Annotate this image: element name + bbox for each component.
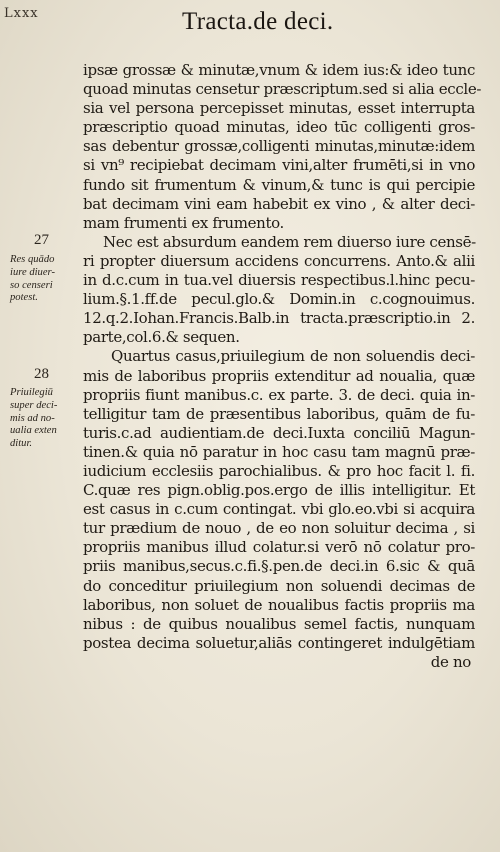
text-line: Nec est absurdum eandem rem diuerso iure censē- — [103, 232, 476, 251]
text-line: in d.c.cum in tua.vel diuersis respectibus.l.hinc pecu- — [83, 271, 475, 290]
margin-note — [10, 254, 84, 305]
text-line: C.quæ res pign.oblig.pos.ergo de illis intelligitur. Et — [83, 481, 475, 500]
text-line: iudicium ecclesiis parochialibus. & pro hoc facit l. fi. — [83, 461, 475, 480]
text-line: do conceditur priuilegium non soluendi decimas de — [83, 576, 475, 595]
text-line: est casus in c.cum contingat. vbi glo.eo.vbi si acquira — [83, 500, 475, 519]
text-line: tinen.& quia nō paratur in hoc casu tam magnū præ- — [83, 442, 475, 461]
text-line: ri propter diuersum accidens concurrens. Anto.& alii — [83, 251, 475, 270]
text-line: mis de laboribus propriis extenditur ad noualia, quæ — [83, 366, 475, 385]
text-line: sia vel persona percepisset minutas, esset interrupta — [83, 99, 475, 118]
margin-note-line: ditur. — [10, 438, 33, 450]
margin-note-line: mis ad no- — [10, 412, 55, 424]
text-line: turis.c.ad audientiam.de deci.Iuxta conciliū Magun- — [83, 423, 475, 442]
margin-note-line: so censeri — [10, 279, 53, 291]
margin-note-line: super deci- — [10, 399, 58, 411]
main-text-block — [83, 61, 482, 672]
text-line: telligitur tam de præsentibus laboribus, quām de fu- — [83, 404, 475, 423]
text-line: quoad minutas censetur præscriptum.sed si alia eccle- — [83, 80, 482, 99]
catchword: de no — [430, 652, 471, 671]
text-line: tur prædium de nouo , de eo non soluitur decima , si — [83, 519, 475, 538]
text-line: propriis fiunt manibus.c. ex parte. 3. de deci. quia in- — [83, 385, 475, 404]
margin-note-line: potest. — [10, 292, 38, 304]
text-line: laboribus, non soluet de noualibus factis propriis ma — [83, 595, 475, 614]
text-line: parte,col.6.& sequen. — [83, 328, 240, 347]
text-line: 12.q.2.Iohan.Francis.Balb.in tracta.præscriptio.in 2. — [83, 309, 475, 328]
text-line: propriis manibus illud colatur.si verō nō colatur pro- — [83, 538, 475, 557]
text-line: Quartus casus,priuilegium de non soluendis deci- — [111, 347, 475, 366]
text-line: nibus : de quibus noualibus semel factis, nunquam — [83, 614, 475, 633]
text-line: si vn⁹ recipiebat decimam vini,alter frumēti,si in vno — [83, 156, 475, 175]
margin-note-line: Priuilegiū — [10, 387, 53, 398]
margin-note-line: Res quādo — [10, 254, 55, 265]
text-line: bat decimam vini eam habebit ex vino , & alter deci- — [83, 194, 475, 213]
page-top-fragment: Lxxx — [4, 6, 39, 21]
text-line: postea decima soluetur,aliās contingeret indulgētiam — [83, 633, 475, 652]
text-line: præscriptio quoad minutas, ideo tūc colligenti gros- — [83, 118, 475, 137]
text-line: mam frumenti ex frumento. — [83, 213, 284, 232]
text-line: lium.§.1.ff.de pecul.glo.& Domin.in c.cognouimus. — [83, 290, 475, 309]
paragraph-number: 28 — [34, 366, 49, 382]
text-line: sas debentur grossæ,colligenti minutas,minutæ:idem — [83, 137, 475, 156]
text-line: ipsæ grossæ & minutæ,vnum & idem ius:& ideo tunc — [83, 61, 475, 79]
running-head: Tracta.de deci. — [182, 8, 334, 35]
text-line: fundo sit frumentum & vinum,& tunc is qui percipie — [83, 175, 475, 194]
text-line: priis manibus,secus.c.fi.§.pen.de deci.in 6.sic & quā — [83, 557, 475, 576]
margin-note-line: ualia exten — [10, 425, 57, 437]
margin-note-line: iure diuer- — [10, 266, 55, 278]
margin-note — [10, 387, 84, 451]
paragraph-number: 27 — [34, 232, 49, 248]
